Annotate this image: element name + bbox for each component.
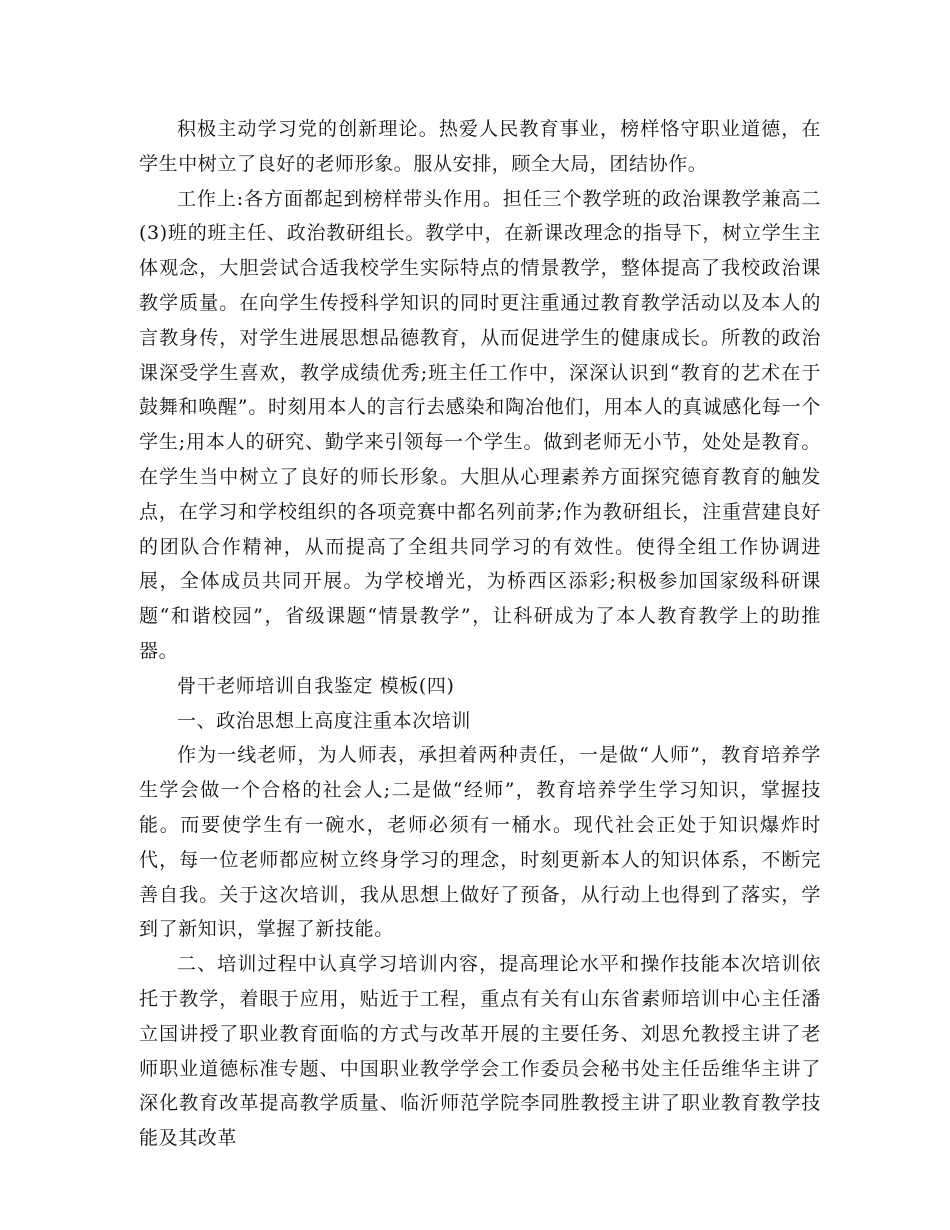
document-body [139,112,821,1156]
section-heading-political-thought: 一、政治思想上高度注重本次培训 [177,709,472,732]
paragraph-training-process: 二、培训过程中认真学习培训内容，提高理论水平和操作技能本次培训依托于教学，着眼于应用，贴近于工程，重点有关有山东省素师培训中心主任潘立国讲授了职业教育面临的方式与改革开展的主要任务、刘思允教授主讲了老师职业道德标准专题、中国职业教学学会工作委员会秘书处主任岳维华主讲了深化教育改革提高教学质量、临沂师范学院李同胜教授主讲了职业教育教学技能及其改革 [139,953,821,1150]
paragraph-work-summary: 工作上:各方面都起到榜样带头作用。担任三个教学班的政治课教学兼高二(3)班的班主任、政治教研组长。教学中，在新课改理念的指导下，树立学生主体观念，大胆尝试合适我校学生实际特点的情景教学，整体提高了我校政治课教学质量。在向学生传授科学知识的同时更注重通过教育教学活动以及本人的言教身传，对学生进展思想品德教育，从而促进学生的健康成长。所教的政治课深受学生喜欢，教学成绩优秀;班主任工作中，深深认识到“教育的艺术在于鼓舞和唤醒”。时刻用本人的言行去感染和陶冶他们，用本人的真诚感化每一个学生;用本人的研究、勤学来引领每一个学生。做到老师无小节，处处是教育。在学生当中树立了良好的师长形象。大胆从心理素养方面探究德育教育的触发点，在学习和学校组织的各项竞赛中都名列前茅;作为教研组长，注重营建良好的团队合作精神，从而提高了全组共同学习的有效性。使得全组工作协调进展，全体成员共同开展。为学校增光，为桥西区添彩;积极参加国家级科研课题“和谐校园”，省级课题“情景教学”，让科研成为了本人教育教学上的助推器。 [139,187,821,662]
section-title-template-four: 骨干老师培训自我鉴定 模板(四) [177,674,455,697]
paragraph-teacher-responsibility: 作为一线老师，为人师表，承担着两种责任，一是做“人师”，教育培养学生学会做一个合格的社会人;二是做“经师”，教育培养学生学习知识，掌握技能。而要使学生有一碗水，老师必须有一桶水。现代社会正处于知识爆炸时代，每一位老师都应树立终身学习的理念，时刻更新本人的知识体系，不断完善自我。关于这次培训，我从思想上做好了预备，从行动上也得到了落实，学到了新知识，掌握了新技能。 [139,744,821,941]
paragraph-party-theory: 积极主动学习党的创新理论。热爱人民教育事业，榜样恪守职业道德，在学生中树立了良好的老师形象。服从安排，顾全大局，团结协作。 [139,118,821,175]
